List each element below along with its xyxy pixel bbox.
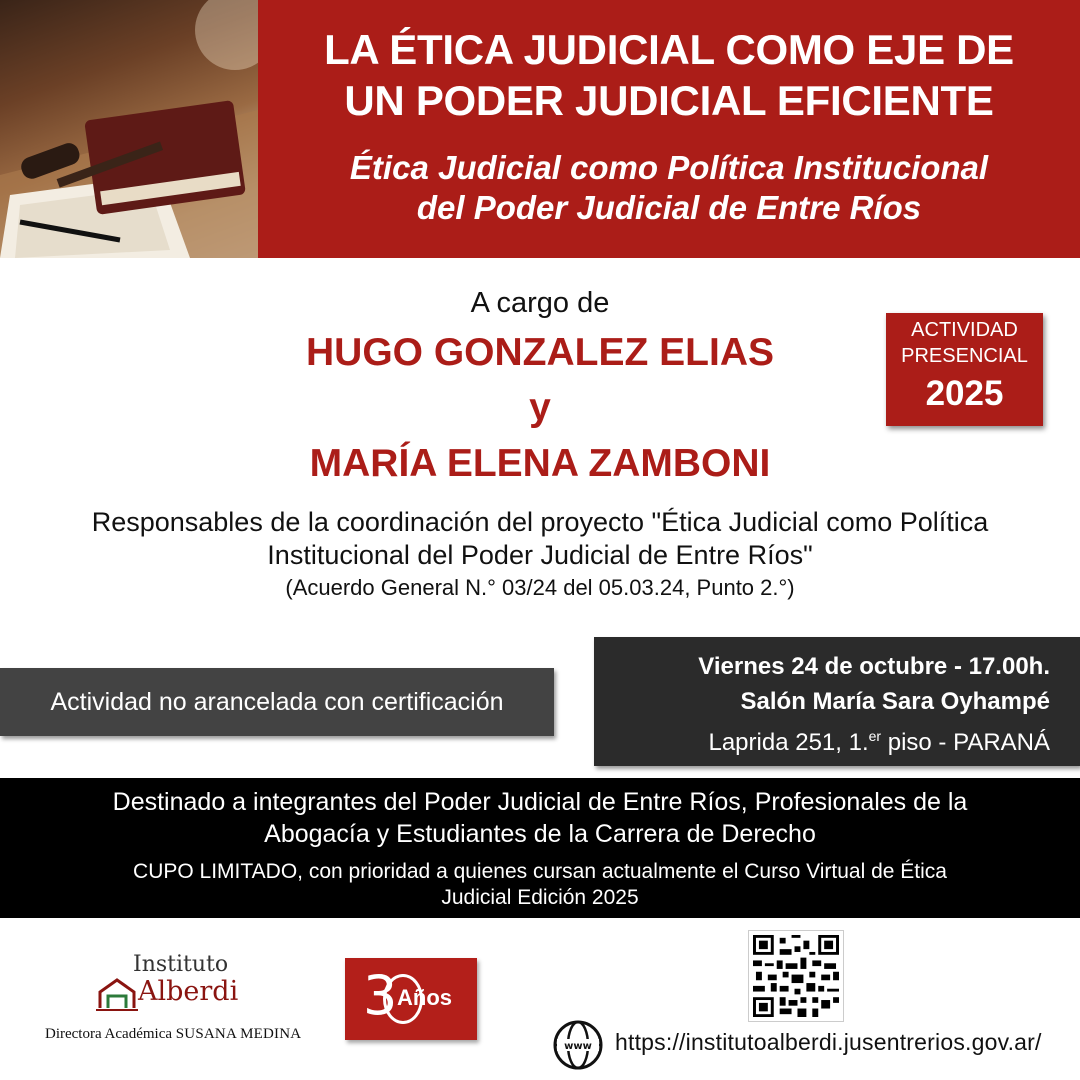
website-link[interactable]: https://institutoalberdi.jusentrerios.gov.ar/ bbox=[615, 1029, 1042, 1055]
responsibility-line-2: Institucional del Poder Judicial de Entre Ríos" bbox=[267, 540, 813, 570]
note-line-2: Judicial Edición 2025 bbox=[441, 886, 639, 909]
address-pre: Laprida 251, 1. bbox=[708, 729, 869, 756]
badge-year: 2025 bbox=[925, 374, 1004, 413]
globe-icon bbox=[553, 1020, 603, 1070]
anniversary-number: 3 bbox=[363, 964, 398, 1027]
badge-line-1: ACTIVIDAD bbox=[911, 319, 1018, 341]
speaker-name-2: MARÍA ELENA ZAMBONI bbox=[309, 442, 771, 485]
event-date: Viernes 24 de octubre - 17.00h. bbox=[698, 653, 1050, 680]
anniversary-text: Años bbox=[397, 985, 452, 1010]
gavel-book-photo-icon bbox=[0, 0, 258, 258]
institute-logo-icon bbox=[96, 974, 138, 1014]
responsibility-line-1: Responsables de la coordinación del proyecto "Ética Judicial como Política bbox=[91, 507, 989, 537]
academic-director bbox=[45, 1026, 301, 1043]
subtitle-line-1: Ética Judicial como Política Institucional bbox=[349, 149, 989, 186]
title-line-2: UN PODER JUDICIAL EFICIENTE bbox=[344, 77, 994, 124]
speaker-conjunction: y bbox=[529, 386, 551, 429]
anniversary-logo bbox=[345, 958, 477, 1040]
activity-badge bbox=[886, 313, 1043, 426]
free-activity-banner: Actividad no arancelada con certificación bbox=[0, 668, 554, 736]
limited-capacity-note bbox=[0, 859, 1080, 911]
event-subtitle bbox=[258, 148, 1080, 228]
speakers-intro: A cargo de bbox=[470, 287, 610, 319]
audience-line-2: Abogacía y Estudiantes de la Carrera de Derecho bbox=[264, 820, 816, 848]
badge-line-2: PRESENCIAL bbox=[901, 345, 1028, 367]
svg-text:www: www bbox=[564, 1041, 592, 1052]
event-info-box bbox=[594, 637, 1080, 766]
responsibility-text bbox=[0, 506, 1080, 572]
director-label: Directora Académica bbox=[45, 1026, 173, 1042]
director-name: SUSANA MEDINA bbox=[175, 1026, 302, 1042]
audience-panel bbox=[0, 778, 1080, 918]
audience-line-1: Destinado a integrantes del Poder Judicial de Entre Ríos, Profesionales de la bbox=[112, 788, 968, 816]
event-venue: Salón María Sara Oyhampé bbox=[740, 688, 1050, 715]
subtitle-line-2: del Poder Judicial de Entre Ríos bbox=[416, 189, 922, 226]
note-line-1: CUPO LIMITADO, con prioridad a quienes cursan actualmente el Curso Virtual de Ética bbox=[133, 860, 947, 883]
logo-text-bottom: Alberdi bbox=[138, 976, 239, 1007]
audience-text bbox=[0, 786, 1080, 850]
logo-text-top: Instituto bbox=[133, 952, 229, 977]
agreement-reference: (Acuerdo General N.° 03/24 del 05.03.24, Punto 2.°) bbox=[285, 575, 795, 600]
speaker-name-1: HUGO GONZALEZ ELIAS bbox=[306, 331, 774, 374]
institute-logo bbox=[96, 952, 256, 1012]
address-sup: er bbox=[868, 728, 882, 744]
header-panel bbox=[258, 0, 1080, 258]
event-title bbox=[258, 24, 1080, 126]
qr-code-graphic bbox=[753, 935, 839, 1017]
event-address bbox=[594, 719, 1050, 760]
header-photo bbox=[0, 0, 258, 258]
address-post: piso - PARANÁ bbox=[881, 729, 1050, 756]
title-line-1: LA ÉTICA JUDICIAL COMO EJE DE bbox=[324, 26, 1014, 73]
qr-code-icon[interactable] bbox=[748, 930, 844, 1022]
